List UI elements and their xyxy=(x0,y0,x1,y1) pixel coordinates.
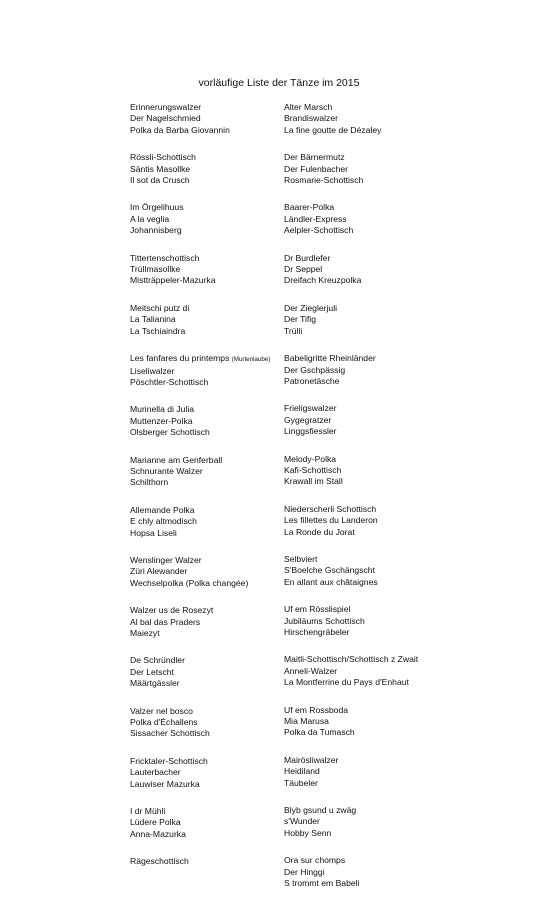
dance-group xyxy=(284,253,418,287)
dance-title: En allant aux châtaignes xyxy=(284,576,378,587)
dance-title: Ländler-Express xyxy=(284,213,347,224)
dance-title: s'Wunder xyxy=(284,816,320,827)
dance-group xyxy=(130,605,270,639)
dance-title: Walzer us de Rosezyt xyxy=(130,605,214,616)
dance-title: A la veglia xyxy=(130,213,170,224)
dance-group xyxy=(130,455,270,489)
dance-title: Rössli-Schottisch xyxy=(130,152,196,163)
dance-title: Dr Burdlefer xyxy=(284,252,331,263)
dance-title: Määrtgässler xyxy=(130,678,180,689)
dance-title: Patronetäsche xyxy=(284,375,340,386)
dance-title: Il sot da Crusch xyxy=(130,175,190,186)
dance-title: Heidiland xyxy=(284,766,320,777)
dance-title: Maitli-Schottisch/Schottisch z Zwait xyxy=(284,654,419,665)
dance-group xyxy=(130,202,270,236)
dance-group xyxy=(284,855,418,889)
dance-group xyxy=(284,554,418,588)
dance-title: Krawall im Stall xyxy=(284,476,343,487)
dance-title: Uf em Rossboda xyxy=(284,704,349,715)
dance-group xyxy=(130,505,270,539)
dance-group xyxy=(284,102,418,136)
dance-title: Der Gschpässig xyxy=(284,364,346,375)
dance-list-right-column xyxy=(284,102,418,906)
dance-title: Sissacher Schottisch xyxy=(130,728,210,739)
dance-title: Liseliwalzer xyxy=(130,365,175,376)
dance-title: Der Letscht xyxy=(130,666,174,677)
dance-title: Polka d'Échallens xyxy=(130,717,198,728)
dance-group xyxy=(284,152,418,186)
dance-title: Hopsa Liseli xyxy=(130,527,177,538)
dance-title: Selbviert xyxy=(284,553,318,564)
dance-title: S trommt em Babeli xyxy=(284,878,360,889)
dance-title: Meitschi putz di xyxy=(130,302,190,313)
dance-title: Anneli-Walzer xyxy=(284,665,338,676)
dance-title: Dreifach Kreuzpolka xyxy=(284,275,362,286)
dance-group xyxy=(284,353,418,387)
dance-title: La Tschiaindra xyxy=(130,325,186,336)
dance-title: Schilthorn xyxy=(130,477,169,488)
dance-title: Der Zieglerjuli xyxy=(284,302,338,313)
dance-title: S'Boelche Gschängscht xyxy=(284,565,375,576)
dance-title: Linggsfiessler xyxy=(284,426,337,437)
dance-title: Maiezyt xyxy=(130,628,160,638)
dance-title: Schnurante Walzer xyxy=(130,465,203,476)
dance-title: I dr Mühli xyxy=(130,806,166,817)
dance-group xyxy=(284,705,418,739)
dance-title: Mistträppeler-Mazurka xyxy=(130,275,216,286)
dance-group xyxy=(130,806,270,840)
dance-title: Babeligritte Rheinländer xyxy=(284,353,376,364)
dance-title: Uf em Rösslispiel xyxy=(284,604,351,615)
dance-title: Täubeler xyxy=(284,777,318,788)
dance-title: Ora sur chomps xyxy=(284,855,346,866)
dance-title: Les fillettes du Landeron xyxy=(284,515,378,526)
dance-title: Der Nagelschmied xyxy=(130,113,201,124)
dance-title: Johannisberg xyxy=(130,225,182,236)
dance-title: Mairösliwalzer xyxy=(284,754,339,765)
dance-group xyxy=(284,604,418,638)
dance-title: Erinnerungswalzer xyxy=(130,102,202,112)
dance-group xyxy=(284,454,418,488)
dance-title: Pöschtler-Schottisch xyxy=(130,376,209,387)
dance-title: Fricktaler-Schottisch xyxy=(130,755,208,766)
dance-title: Polka da Barba Giovannin xyxy=(130,124,230,135)
dance-group xyxy=(284,303,418,337)
dance-group xyxy=(284,403,418,437)
dance-title: Hobby Senn xyxy=(284,827,332,838)
dance-title: Züri Alewander xyxy=(130,566,188,577)
dance-group xyxy=(130,152,270,186)
dance-title: Mia Marusa xyxy=(284,716,329,727)
dance-title: Marianne am Genferball xyxy=(130,454,223,465)
dance-title: Niederscherli Schottisch xyxy=(284,503,377,514)
dance-title: Alter Marsch xyxy=(284,102,333,112)
dance-group xyxy=(130,253,270,287)
dance-title: E chly altmodisch xyxy=(130,516,197,527)
dance-title: Rosmarie-Schottisch xyxy=(284,175,364,186)
dance-title: Der Hinggi xyxy=(284,866,325,877)
dance-title: Murinella di Julia xyxy=(130,404,195,415)
dance-title: Melody-Polka xyxy=(284,453,337,464)
dance-group xyxy=(130,102,270,136)
dance-title: Der Tifig xyxy=(284,314,316,325)
dance-group xyxy=(130,303,270,337)
dance-title: Olsberger Schottisch xyxy=(130,427,210,438)
dance-title: Polka da Tumasch xyxy=(284,727,355,738)
dance-title: Brandiswalzer xyxy=(284,113,338,124)
dance-title: Aelpler-Schottisch xyxy=(284,225,354,236)
dance-group xyxy=(284,504,418,538)
dance-title: Lauterbacher xyxy=(130,767,181,778)
dance-title: Kafi-Schottisch xyxy=(284,464,342,475)
dance-title: Dr Seppel xyxy=(284,264,323,275)
dance-title: Al bal das Praders xyxy=(130,616,201,627)
dance-group xyxy=(130,555,270,589)
dance-title: Säntis Masollke xyxy=(130,163,191,174)
dance-title: Jubiläums Schottisch xyxy=(284,615,365,626)
dance-group xyxy=(130,706,270,740)
dance-list-left-column xyxy=(130,102,270,884)
page-title: vorläufige Liste der Tänze im 2015 xyxy=(198,77,360,89)
dance-group xyxy=(284,805,418,839)
dance-group xyxy=(284,202,418,236)
dance-title: La fine goutte de Dézaley xyxy=(284,124,382,135)
dance-title: De Schründler xyxy=(130,655,185,666)
dance-title: Der Bärnermutz xyxy=(284,152,345,163)
dance-title: Allemande Polka xyxy=(130,504,195,515)
dance-group xyxy=(284,755,418,789)
dance-title: Lüdere Polka xyxy=(130,817,181,828)
dance-title: Der Fulenbacher xyxy=(284,163,349,174)
dance-title: Lauwiser Mazurka xyxy=(130,778,200,789)
dance-title: Frieligswalzer xyxy=(284,403,337,414)
dance-title: Gygegratzer xyxy=(284,414,332,425)
dance-title: Les fanfares du printemps (Murtenlaube) xyxy=(130,353,271,364)
dance-group xyxy=(130,353,270,388)
dance-title: Baarer-Polka xyxy=(284,202,335,213)
dance-title: Tittertenschottisch xyxy=(130,252,200,263)
dance-title: Wenslinger Walzer xyxy=(130,554,202,565)
dance-group xyxy=(284,654,418,688)
dance-title: Valzer nel bosco xyxy=(130,705,193,716)
dance-group xyxy=(130,404,270,438)
dance-group xyxy=(130,655,270,689)
dance-title: Im Örgelihuus xyxy=(130,202,184,213)
dance-title: La Montferrine du Pays d'Enhaut xyxy=(284,677,409,688)
dance-title: Hirschengräbeler xyxy=(284,627,350,637)
dance-title: Anna-Mazurka xyxy=(130,828,186,839)
dance-title: Trüllmasollke xyxy=(130,264,181,275)
dance-group xyxy=(130,856,270,867)
dance-title: Rägeschottisch xyxy=(130,856,189,867)
dance-title: Wechselpolka (Polka changée) xyxy=(130,577,249,588)
dance-title: Muttenzer-Polka xyxy=(130,415,193,426)
dance-title: Blyb gsund u zwäg xyxy=(284,805,357,816)
dance-title: Trülli xyxy=(284,325,303,336)
dance-title: La Ronde du Jorat xyxy=(284,526,355,537)
dance-title: La Talianina xyxy=(130,314,176,325)
dance-group xyxy=(130,756,270,790)
